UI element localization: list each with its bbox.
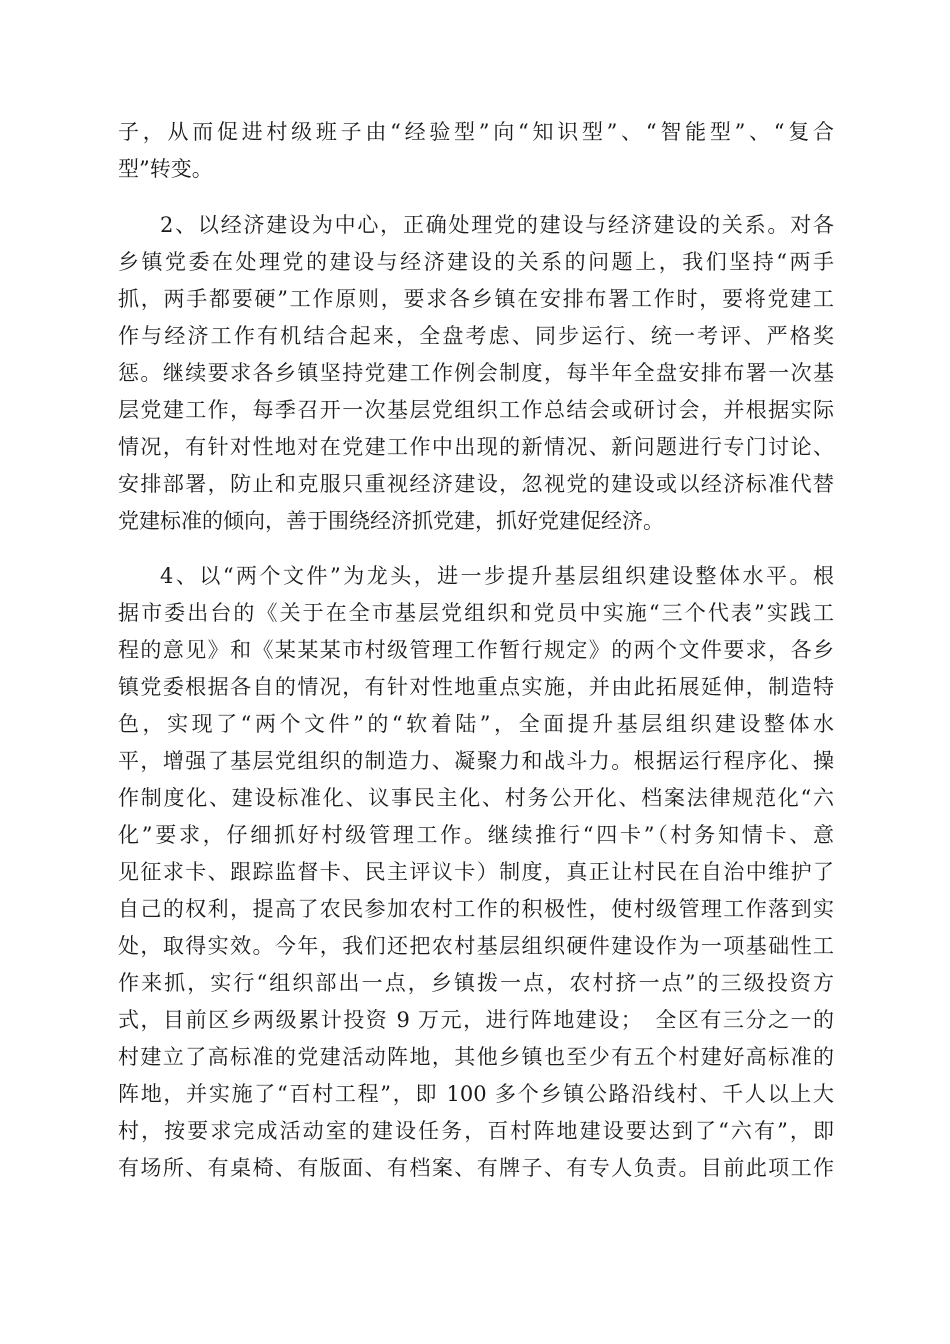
paragraph-2-line-1: 2、以经济建设为中心，正确处理党的建设与经济建设的关系。对各 (160, 213, 834, 237)
paragraph-3-line-5: 色，实现了“两个文件”的“软着陆”，全面提升基层组织建设整体水 (118, 712, 834, 736)
paragraph-3-line-6: 平，增强了基层党组织的制造力、凝聚力和战斗力。根据运行程序化、操 (118, 749, 834, 773)
paragraph-2-line-5: 惩。继续要求各乡镇坚持党建工作例会制度，每半年全盘安排布署一次基 (118, 361, 834, 385)
paragraph-1-line-1: 子，从而促进村级班子由“经验型”向“知识型”、“智能型”、“复合 (118, 120, 834, 144)
paragraph-3-line-10: 自己的权利，提高了农民参加农村工作的积极性，使村级管理工作落到实 (118, 897, 834, 921)
paragraph-3-line-11: 处，取得实效。今年，我们还把农村基层组织硬件建设作为一项基础性工 (118, 934, 834, 958)
paragraph-3-line-15: 阵地，并实施了“百村工程”，即 100 多个乡镇公路沿线村、千人以上大 (118, 1082, 834, 1106)
paragraph-2-line-7: 情况，有针对性地对在党建工作中出现的新情况、新问题进行专门讨论、 (118, 435, 834, 459)
paragraph-3-line-14: 村建立了高标准的党建活动阵地，其他乡镇也至少有五个村建好高标准的 (118, 1045, 834, 1069)
paragraph-3-line-9: 见征求卡、跟踪监督卡、民主评议卡）制度，真正让村民在自治中维护了 (118, 860, 834, 884)
paragraph-3-line-12: 作来抓，实行“组织部出一点，乡镇拨一点，农村挤一点”的三级投资方 (118, 971, 834, 995)
paragraph-2-line-2: 乡镇党委在处理党的建设与经济建设的关系的问题上，我们坚持“两手 (118, 250, 834, 274)
paragraph-3-line-16: 村，按要求完成活动室的建设任务，百村阵地建设要达到了“六有”，即 (118, 1119, 834, 1143)
paragraph-2-line-3: 抓，两手都要硬”工作原则，要求各乡镇在安排布署工作时，要将党建工 (118, 287, 834, 311)
paragraph-1-line-2: 型”转变。 (118, 157, 213, 181)
paragraph-3-line-13: 式，目前区乡两级累计投资 9 万元，进行阵地建设； 全区有三分之一的 (118, 1008, 834, 1032)
paragraph-3-line-17: 有场所、有桌椅、有版面、有档案、有牌子、有专人负责。目前此项工作 (118, 1156, 834, 1180)
paragraph-3-line-2: 据市委出台的《关于在全市基层党组织和党员中实施“三个代表”实践工 (118, 601, 834, 625)
paragraph-3-line-8: 化”要求，仔细抓好村级管理工作。继续推行“四卡”（村务知情卡、意 (118, 823, 834, 847)
paragraph-2-line-8: 安排部署，防止和克服只重视经济建设，忽视党的建设或以经济标准代替 (118, 472, 834, 496)
paragraph-2-line-4: 作与经济工作有机结合起来，全盘考虑、同步运行、统一考评、严格奖 (118, 324, 834, 348)
paragraph-3-line-3: 程的意见》和《某某某市村级管理工作暂行规定》的两个文件要求，各乡 (118, 638, 834, 662)
paragraph-3-line-4: 镇党委根据各自的情况，有针对性地重点实施，并由此拓展延伸，制造特 (118, 675, 834, 699)
paragraph-3-line-7: 作制度化、建设标准化、议事民主化、村务公开化、档案法律规范化“六 (118, 786, 834, 810)
paragraph-2-line-9: 党建标准的倾向，善于围绕经济抓党建，抓好党建促经济。 (118, 509, 664, 533)
paragraph-3-line-1: 4、以“两个文件”为龙头，进一步提升基层组织建设整体水平。根 (160, 564, 834, 588)
paragraph-2-line-6: 层党建工作，每季召开一次基层党组织工作总结会或研讨会，并根据实际 (118, 398, 834, 422)
